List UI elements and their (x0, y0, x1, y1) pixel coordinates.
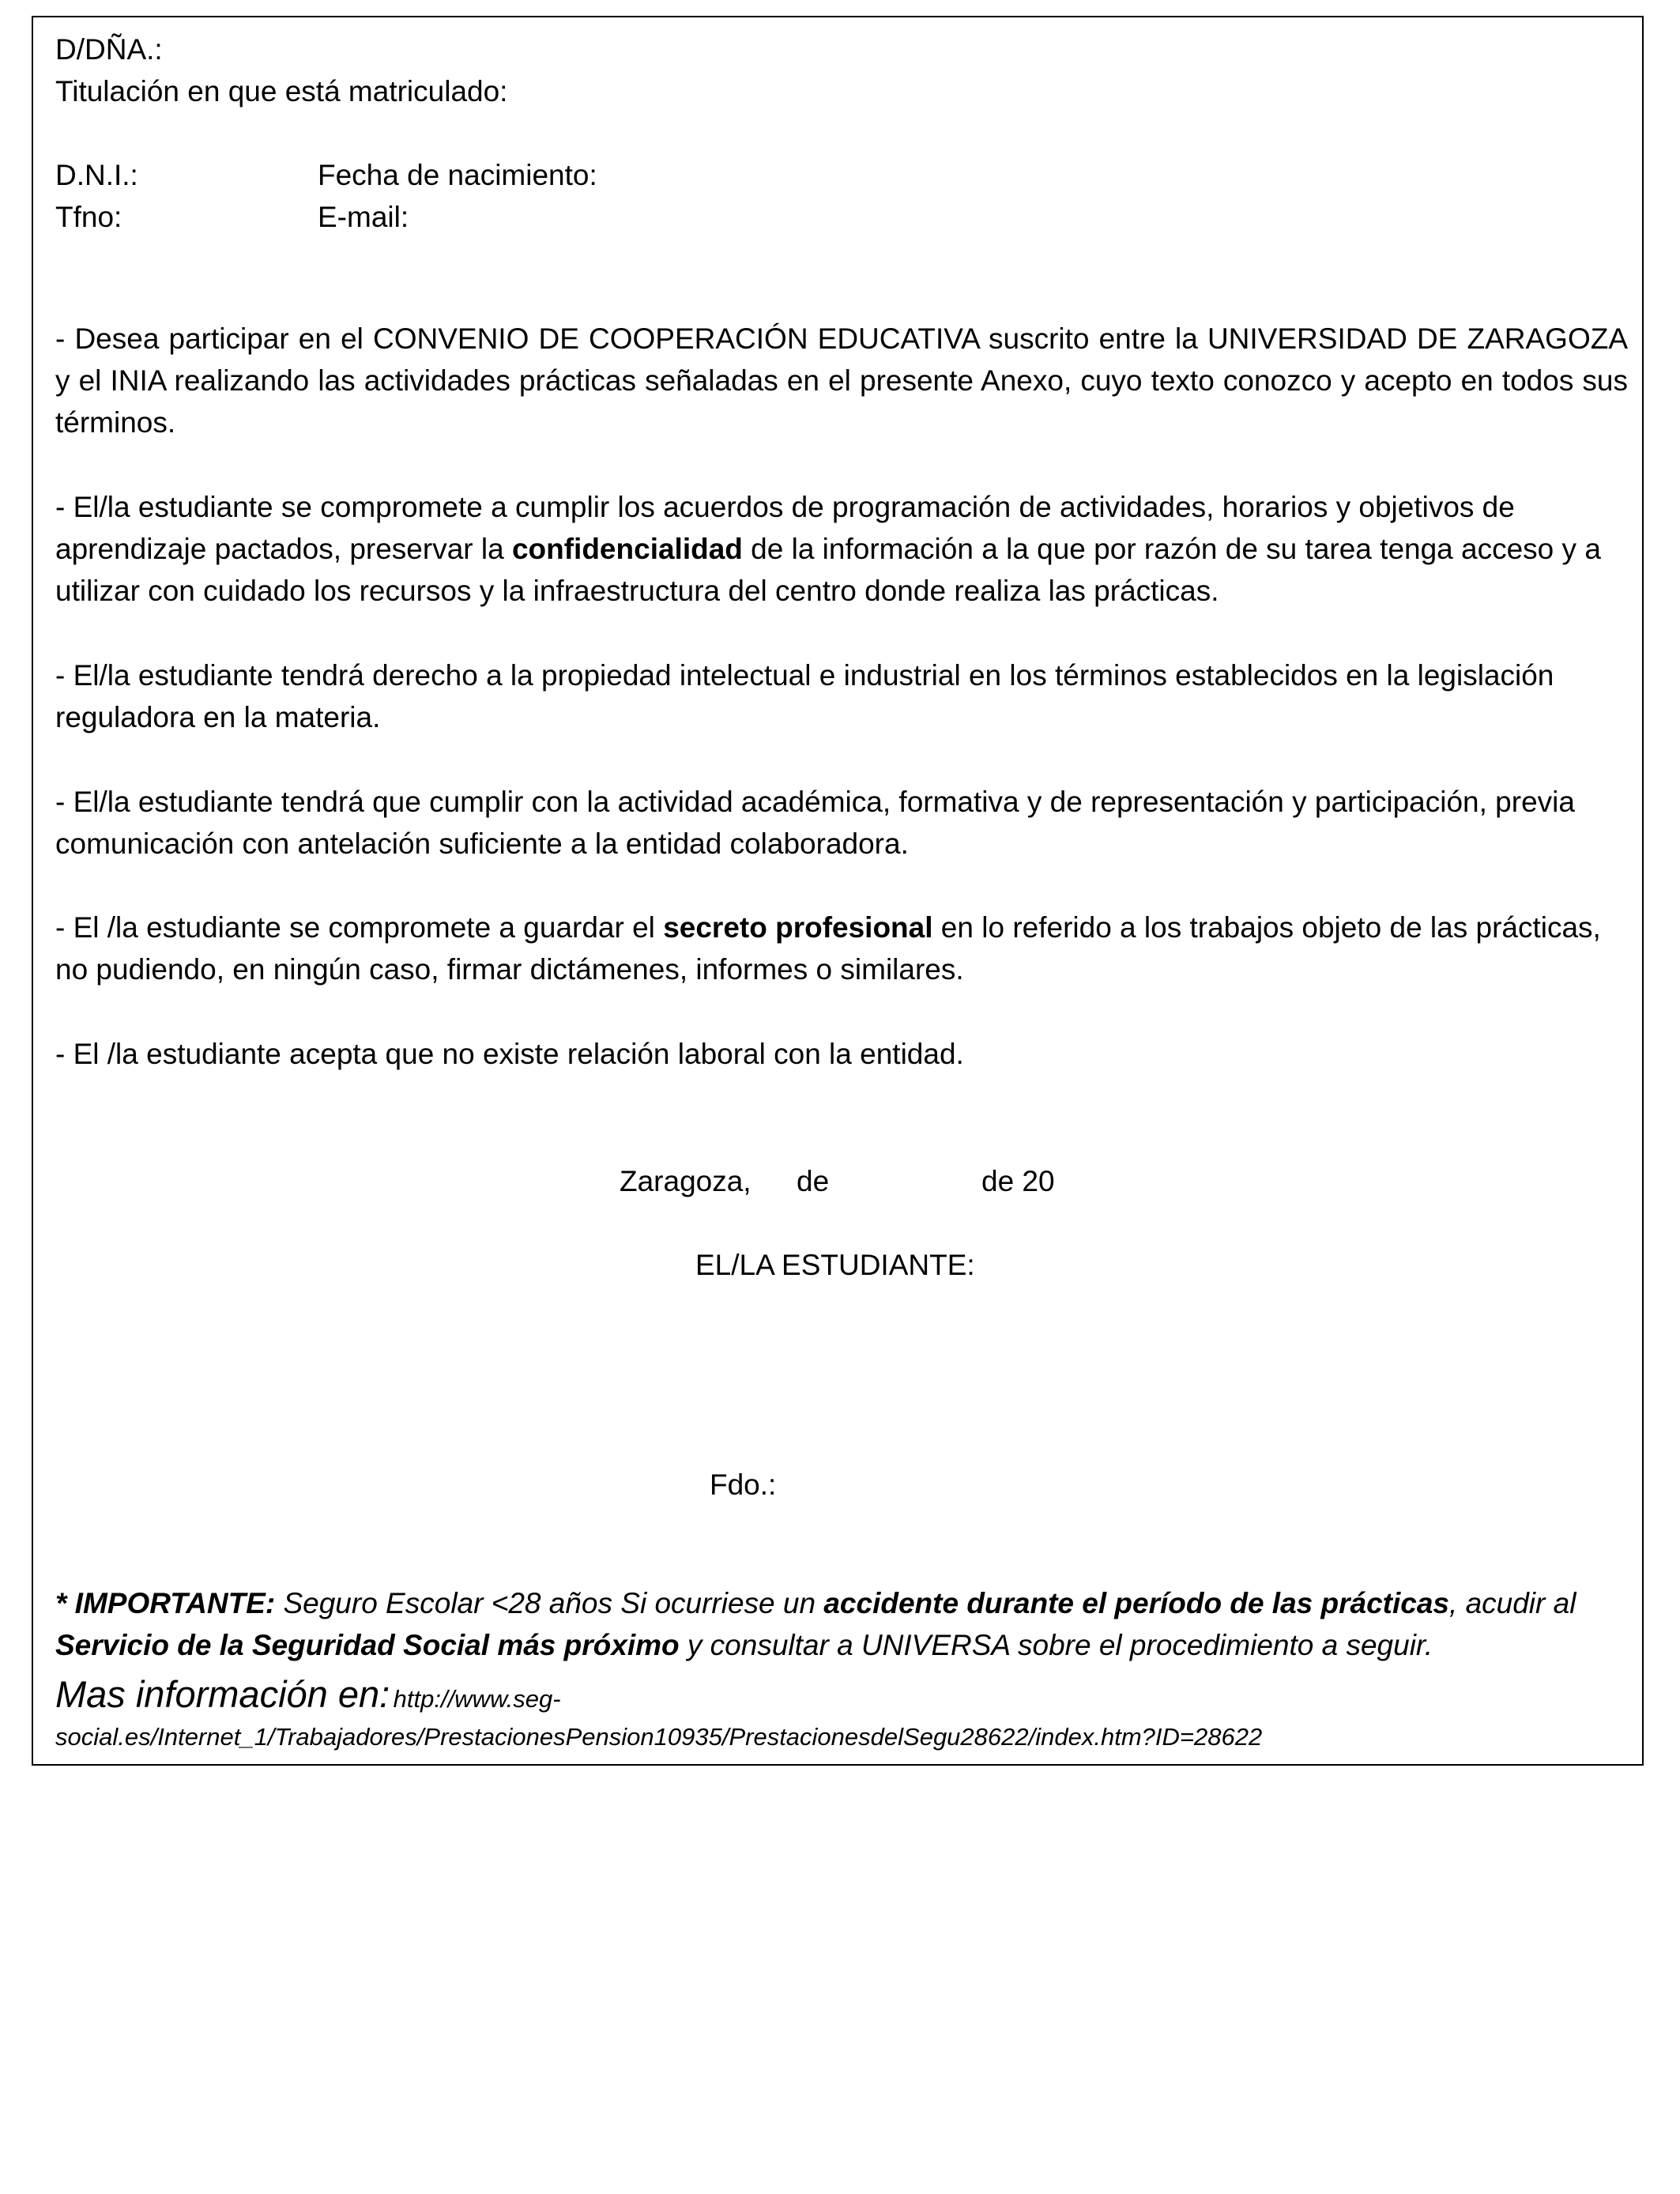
signature-fdo: Fdo.: (710, 1468, 777, 1501)
birth-date-label: Fecha de nacimiento: (318, 159, 597, 191)
secrecy-bold: secreto profesional (663, 911, 933, 944)
confidentiality-bold: confidencialidad (511, 533, 743, 565)
student-form-box (32, 16, 1644, 1766)
clause-confidentiality (55, 486, 1628, 612)
important-text-c: y consultar a UNIVERSA sobre el procedimiento a seguir. (679, 1629, 1433, 1661)
clause-confidentiality-text-b: de la información a la que por razón de su tarea tenga acceso y a utilizar con cuidado los recursos y la infraestructura del centro donde realiza las prácticas. (55, 533, 1601, 607)
important-text-a: Seguro Escolar <28 años Si ocurriese un (275, 1587, 824, 1619)
clause-academic-activity: - El/la estudiante tendrá que cumplir con la actividad académica, formativa y de representación y participación, previa comunicación con antelación suficiente a la entidad colaboradora. (55, 786, 1575, 860)
more-info-url-part1[interactable]: http://www.seg- (393, 1685, 561, 1713)
clause-participation: - Desea participar en el CONVENIO DE COOPERACIÓN EDUCATIVA suscrito entre la UNIVERSIDAD DE ZARAGOZA y el INIA realizando las actividades prácticas señaladas en el presente Anexo, cuyo texto conozco y acepto en todos sus términos. (55, 322, 1628, 439)
name-label: D/DÑA.: (55, 33, 163, 66)
clause-confidentiality-text-a: - El/la estudiante se compromete a cumplir los acuerdos de programación de actividades, horarios y objetivos de aprendizaje pactados, preservar la (55, 491, 1515, 565)
clause-professional-secrecy (55, 907, 1628, 990)
important-bold-accident: accidente durante el período de las prácticas (823, 1587, 1450, 1619)
signature-role: EL/LA ESTUDIANTE: (695, 1249, 975, 1281)
phone-label: Tfno: (55, 201, 122, 233)
important-label: * IMPORTANTE: (55, 1587, 276, 1619)
more-info-label: Mas información en: (55, 1673, 390, 1715)
more-info (55, 1671, 561, 1723)
important-text-b: , acudir al (1449, 1587, 1576, 1619)
clause-intellectual-property: - El/la estudiante tendrá derecho a la propiedad intelectual e industrial en los términos establecidos en la legislación reguladora en la materia. (55, 659, 1554, 733)
signature-de-1: de (797, 1165, 830, 1197)
signature-de-2: de 20 (981, 1165, 1055, 1197)
dni-label: D.N.I.: (55, 159, 138, 191)
signature-place: Zaragoza, (620, 1165, 751, 1197)
important-bold-service: Servicio de la Seguridad Social más próximo (55, 1629, 680, 1661)
important-notice (55, 1582, 1628, 1666)
clause-secrecy-text-b: en lo referido a los trabajos objeto de las prácticas, no pudiendo, en ningún caso, firmar dictámenes, informes o similares. (55, 911, 1601, 986)
degree-label: Titulación en que está matriculado: (55, 75, 508, 107)
clause-secrecy-text-a: - El /la estudiante se compromete a guardar el (55, 911, 664, 944)
clause-no-employment: - El /la estudiante acepta que no existe relación laboral con la entidad. (55, 1038, 964, 1070)
email-label: E-mail: (318, 201, 409, 233)
more-info-url-part2[interactable]: social.es/Internet_1/Trabajadores/PrestacionesPension10935/PrestacionesdelSegu28622/index.htm?ID=28622 (55, 1723, 1263, 1751)
